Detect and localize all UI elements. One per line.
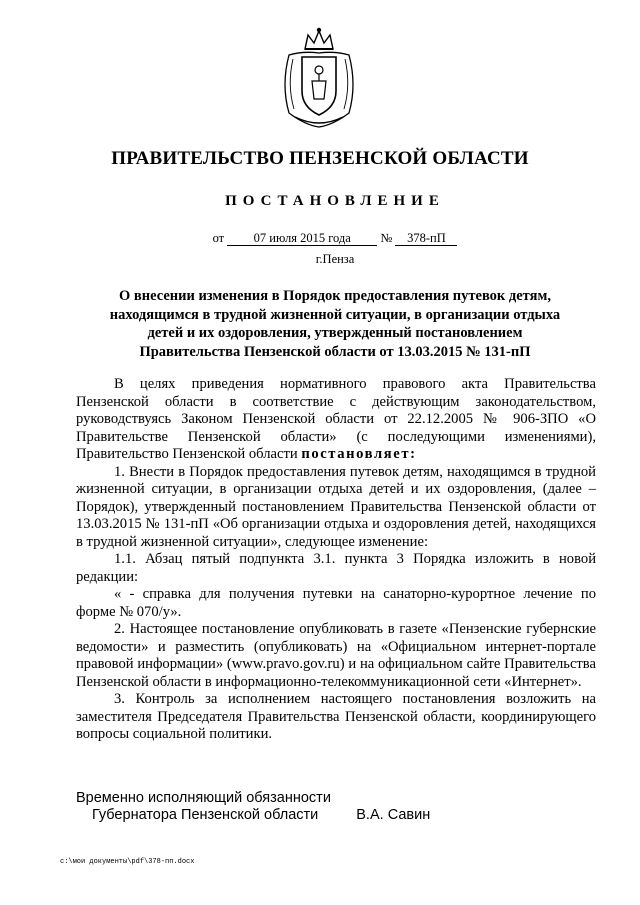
- document-date: 07 июля 2015 года: [227, 232, 377, 246]
- item-1-1-paragraph: 1.1. Абзац пятый подпункта 3.1. пункта 3 Порядка изложить в новой редакции:: [76, 551, 596, 585]
- file-path-footer: c:\мои документы\pdf\378-пп.docx: [60, 858, 195, 866]
- document-body: [76, 376, 596, 744]
- item-2-paragraph: 2. Настоящее постановление опубликовать в газете «Пензенские губернские ведомости» и разместить (опубликовать) на «Официальном интернет-портале правовой информации» (www.pravo.gov.ru) и на официальном сайте Правительства Пензенской области в информационно-телекоммуникационной сети «Интернет».: [76, 621, 596, 690]
- signature-position-line-1: Временно исполняющий обязанности: [76, 790, 331, 806]
- government-title: ПРАВИТЕЛЬСТВО ПЕНЗЕНСКОЙ ОБЛАСТИ: [111, 148, 529, 169]
- signatory-name: В.А. Савин: [356, 807, 431, 823]
- signature-position-text: Губернатора Пензенской области: [92, 807, 319, 823]
- decree-word: постановляет:: [301, 446, 417, 462]
- document-heading: О внесении изменения в Порядок предоставления путевок детям, находящимся в трудной жизненной ситуации, в организации отдыха детей и их оздоровления, утвержденный постановлением Правительства Пензенской области от 13.03.2015 № 131-пП: [109, 288, 561, 360]
- item-1-paragraph: 1. Внести в Порядок предоставления путевок детям, находящимся в трудной жизненной ситуации, в организации отдыха детей и их оздоровления, (далее – Порядок), утвержденный постановлением Правительства Пензенской области от 13.03.2015 № 131-пП «Об организации отдыха и оздоровления детей, находящихся в трудной жизненной ситуации», следующее изменение:: [76, 463, 596, 550]
- document-city: г.Пенза: [315, 252, 355, 266]
- preamble-text: В целях приведения нормативного правового акта Правительства Пензенской области в соответствие с действующим законодательством, руководствуясь Законом Пензенской области от 22.12.2005 № 906-ЗПО «О Правительстве Пензенской области» (с последующими изменениями), Правительство Пензенской области: [76, 376, 596, 462]
- document-type: ПОСТАНОВЛЕНИЕ: [225, 193, 445, 209]
- quote-paragraph: « - справка для получения путевки на санаторно-курортное лечение по форме № 070/у».: [76, 586, 596, 620]
- date-prefix: от: [212, 231, 225, 245]
- coat-of-arms-icon: [275, 25, 363, 130]
- item-3-paragraph: 3. Контроль за исполнением настоящего постановления возложить на заместителя Председателя Правительства Пензенской области, координирующего вопросы социальной политики.: [76, 691, 596, 742]
- preamble-paragraph: [76, 376, 596, 464]
- signature-position-line-2: [92, 807, 430, 823]
- date-number-line: [0, 231, 640, 246]
- document-number: 378-пП: [395, 232, 457, 246]
- number-sign: №: [380, 231, 393, 245]
